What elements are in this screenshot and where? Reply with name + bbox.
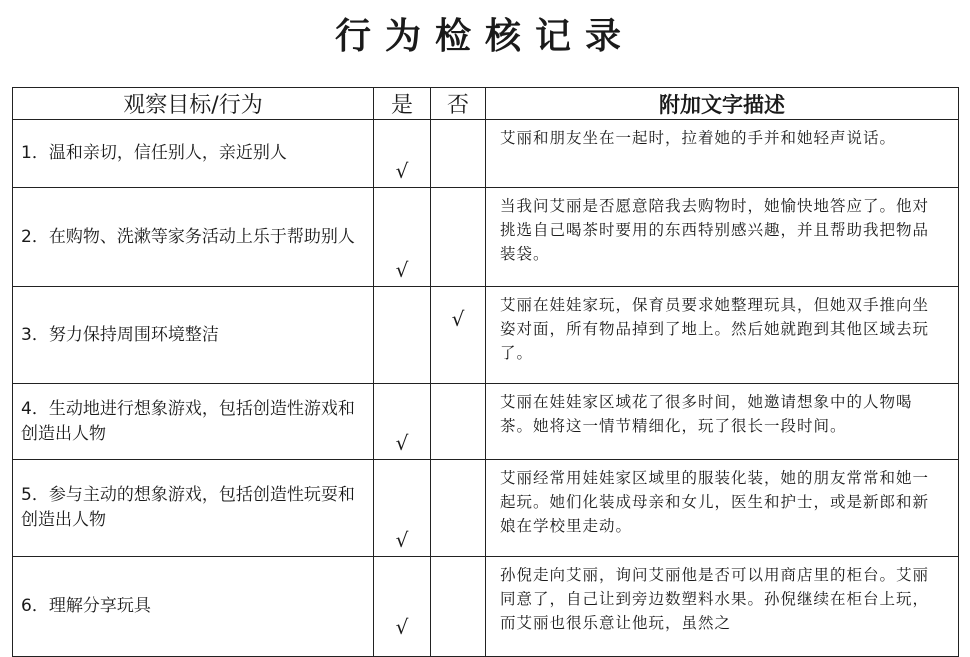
header-description: 附加文字描述 bbox=[486, 88, 959, 120]
table-row bbox=[13, 188, 959, 287]
behavior-cell: 4．生动地进行想象游戏，包括创造性游戏和创造出人物 bbox=[13, 384, 374, 460]
description-cell: 艾丽在娃娃家区域花了很多时间，她邀请想象中的人物喝茶。她将这一情节精细化，玩了很长一段时间。 bbox=[486, 384, 959, 460]
checkmark-icon: √ bbox=[395, 615, 409, 639]
no-cell bbox=[431, 460, 486, 557]
yes-cell bbox=[374, 188, 431, 287]
header-behavior: 观察目标/行为 bbox=[13, 88, 374, 120]
page-title: 行为检核记录 bbox=[334, 15, 635, 57]
behavior-checklist-table bbox=[12, 87, 959, 657]
no-cell bbox=[431, 384, 486, 460]
table-row bbox=[13, 384, 959, 460]
checkmark-icon: √ bbox=[395, 258, 409, 282]
checkmark-icon: √ bbox=[395, 431, 409, 455]
behavior-cell: 3．努力保持周围环境整洁 bbox=[13, 287, 374, 384]
no-cell bbox=[431, 287, 486, 384]
yes-cell bbox=[374, 384, 431, 460]
behavior-cell: 2．在购物、洗漱等家务活动上乐于帮助别人 bbox=[13, 188, 374, 287]
no-cell bbox=[431, 120, 486, 188]
yes-cell bbox=[374, 460, 431, 557]
table-row bbox=[13, 120, 959, 188]
checkmark-icon: √ bbox=[451, 307, 465, 331]
header-no: 否 bbox=[431, 88, 486, 120]
no-cell bbox=[431, 557, 486, 657]
yes-cell bbox=[374, 557, 431, 657]
header-yes: 是 bbox=[374, 88, 431, 120]
yes-cell bbox=[374, 287, 431, 384]
header-row bbox=[13, 88, 959, 120]
description-cell: 艾丽经常用娃娃家区域里的服装化装，她的朋友常常和她一起玩。她们化装成母亲和女儿，医生和护士，或是新郎和新娘在学校里走动。 bbox=[486, 460, 959, 557]
description-cell: 艾丽在娃娃家玩，保育员要求她整理玩具，但她双手推向坐姿对面，所有物品掉到了地上。然后她就跑到其他区域去玩了。 bbox=[486, 287, 959, 384]
checkmark-icon: √ bbox=[395, 159, 409, 183]
description-cell: 孙倪走向艾丽，询问艾丽他是否可以用商店里的柜台。艾丽同意了，自己让到旁边数塑料水果。孙倪继续在柜台上玩，而艾丽也很乐意让他玩，虽然之 bbox=[486, 557, 959, 657]
behavior-cell: 5．参与主动的想象游戏，包括创造性玩耍和创造出人物 bbox=[13, 460, 374, 557]
no-cell bbox=[431, 188, 486, 287]
description-cell: 艾丽和朋友坐在一起时，拉着她的手并和她轻声说话。 bbox=[486, 120, 959, 188]
table-row bbox=[13, 557, 959, 657]
checkmark-icon: √ bbox=[395, 528, 409, 552]
table-row bbox=[13, 460, 959, 557]
yes-cell bbox=[374, 120, 431, 188]
behavior-cell: 6．理解分享玩具 bbox=[13, 557, 374, 657]
description-cell: 当我问艾丽是否愿意陪我去购物时，她愉快地答应了。他对挑选自己喝茶时要用的东西特别感兴趣，并且帮助我把物品装袋。 bbox=[486, 188, 959, 287]
table-row bbox=[13, 287, 959, 384]
behavior-cell: 1．温和亲切，信任别人，亲近别人 bbox=[13, 120, 374, 188]
